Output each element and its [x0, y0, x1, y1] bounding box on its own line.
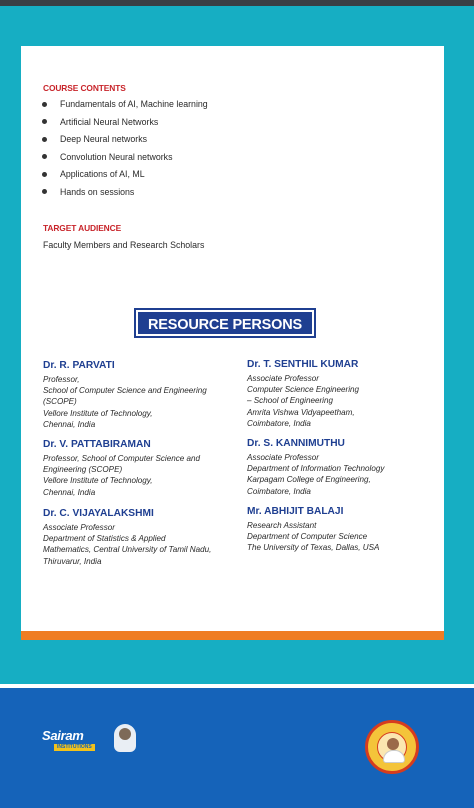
bullet-icon [42, 102, 47, 107]
target-audience-text: Faculty Members and Research Scholars [43, 240, 205, 250]
person-name: Mr. ABHIJIT BALAJI [247, 506, 344, 517]
person-detail: Associate Professor [247, 453, 319, 462]
course-contents-heading: COURSE CONTENTS [43, 83, 126, 93]
orange-accent-bar [21, 631, 444, 640]
resource-person-parvati [43, 359, 207, 430]
person-detail: School of Computer Science and Engineering [43, 386, 207, 396]
bullet-icon [42, 137, 47, 142]
person-detail: Research Assistant [247, 521, 317, 530]
person-detail: The University of Texas, Dallas, USA [247, 543, 380, 553]
bullet-icon [42, 189, 47, 194]
bullet-icon [42, 154, 47, 159]
person-detail: Coimbatore, India [247, 486, 311, 496]
founder-portrait-icon [114, 724, 136, 752]
bullet-icon [42, 172, 47, 177]
person-name: Dr. T. SENTHIL KUMAR [247, 359, 359, 370]
course-contents-list [41, 98, 208, 203]
person-detail: Department of Computer Science [247, 532, 368, 542]
bullet-icon [42, 119, 47, 124]
resource-person-senthil-kumar [247, 358, 359, 429]
person-name: Dr. C. VIJAYALAKSHMI [43, 508, 154, 519]
person-detail: Vellore Institute of Technology, [43, 476, 153, 486]
person-detail: Department of Information Technology [247, 464, 385, 474]
resource-persons-heading: RESOURCE PERSONS [136, 310, 314, 336]
list-item: Convolution Neural networks [41, 151, 208, 169]
resource-person-abhijit-balaji [247, 505, 379, 554]
person-detail: Computer Science Engineering [247, 385, 360, 395]
logo-subtext: INSTITUTIONS [54, 744, 95, 751]
content-panel [21, 46, 444, 640]
person-detail: Chennai, India [43, 487, 96, 497]
person-detail: Amrita Vishwa Vidyapeetham, [247, 407, 355, 417]
person-detail: Coimbatore, India [247, 418, 311, 428]
person-detail: Karpagam College of Engineering, [247, 475, 371, 485]
person-name: Dr. V. PATTABIRAMAN [43, 439, 151, 450]
top-strip [0, 0, 474, 6]
person-detail: Associate Professor [247, 374, 319, 383]
person-detail: Department of Statistics & Applied [43, 534, 166, 544]
person-detail: Professor, School of Computer Science and [43, 454, 201, 463]
person-detail: Engineering (SCOPE) [43, 465, 123, 475]
person-name: Dr. S. KANNIMUTHU [247, 438, 345, 449]
resource-person-vijayalakshmi [43, 507, 211, 567]
person-name: Dr. R. PARVATI [43, 360, 115, 371]
list-item: Deep Neural networks [41, 133, 208, 151]
resource-person-pattabiraman [43, 438, 200, 498]
list-item: Hands on sessions [41, 186, 208, 204]
target-audience-heading: TARGET AUDIENCE [43, 223, 122, 233]
person-detail: Associate Professor [43, 523, 115, 532]
person-detail: – School of Engineering [247, 396, 333, 406]
list-item: Applications of AI, ML [41, 168, 208, 186]
person-detail: Professor, [43, 375, 80, 384]
founder-seal-icon [365, 720, 419, 774]
person-detail: Thiruvarur, India [43, 556, 102, 566]
logo-text: Sairam [42, 728, 84, 743]
person-detail: Vellore Institute of Technology, [43, 408, 153, 418]
seal-portrait-icon [377, 732, 407, 762]
person-detail: Chennai, India [43, 419, 96, 429]
person-detail: Mathematics, Central University of Tamil Nadu, [43, 545, 212, 555]
sairam-logo [42, 724, 142, 760]
footer [0, 688, 474, 808]
list-item: Artificial Neural Networks [41, 116, 208, 134]
person-detail: (SCOPE) [43, 397, 77, 407]
resource-person-kannimuthu [247, 437, 384, 497]
list-item: Fundamentals of AI, Machine learning [41, 98, 208, 116]
